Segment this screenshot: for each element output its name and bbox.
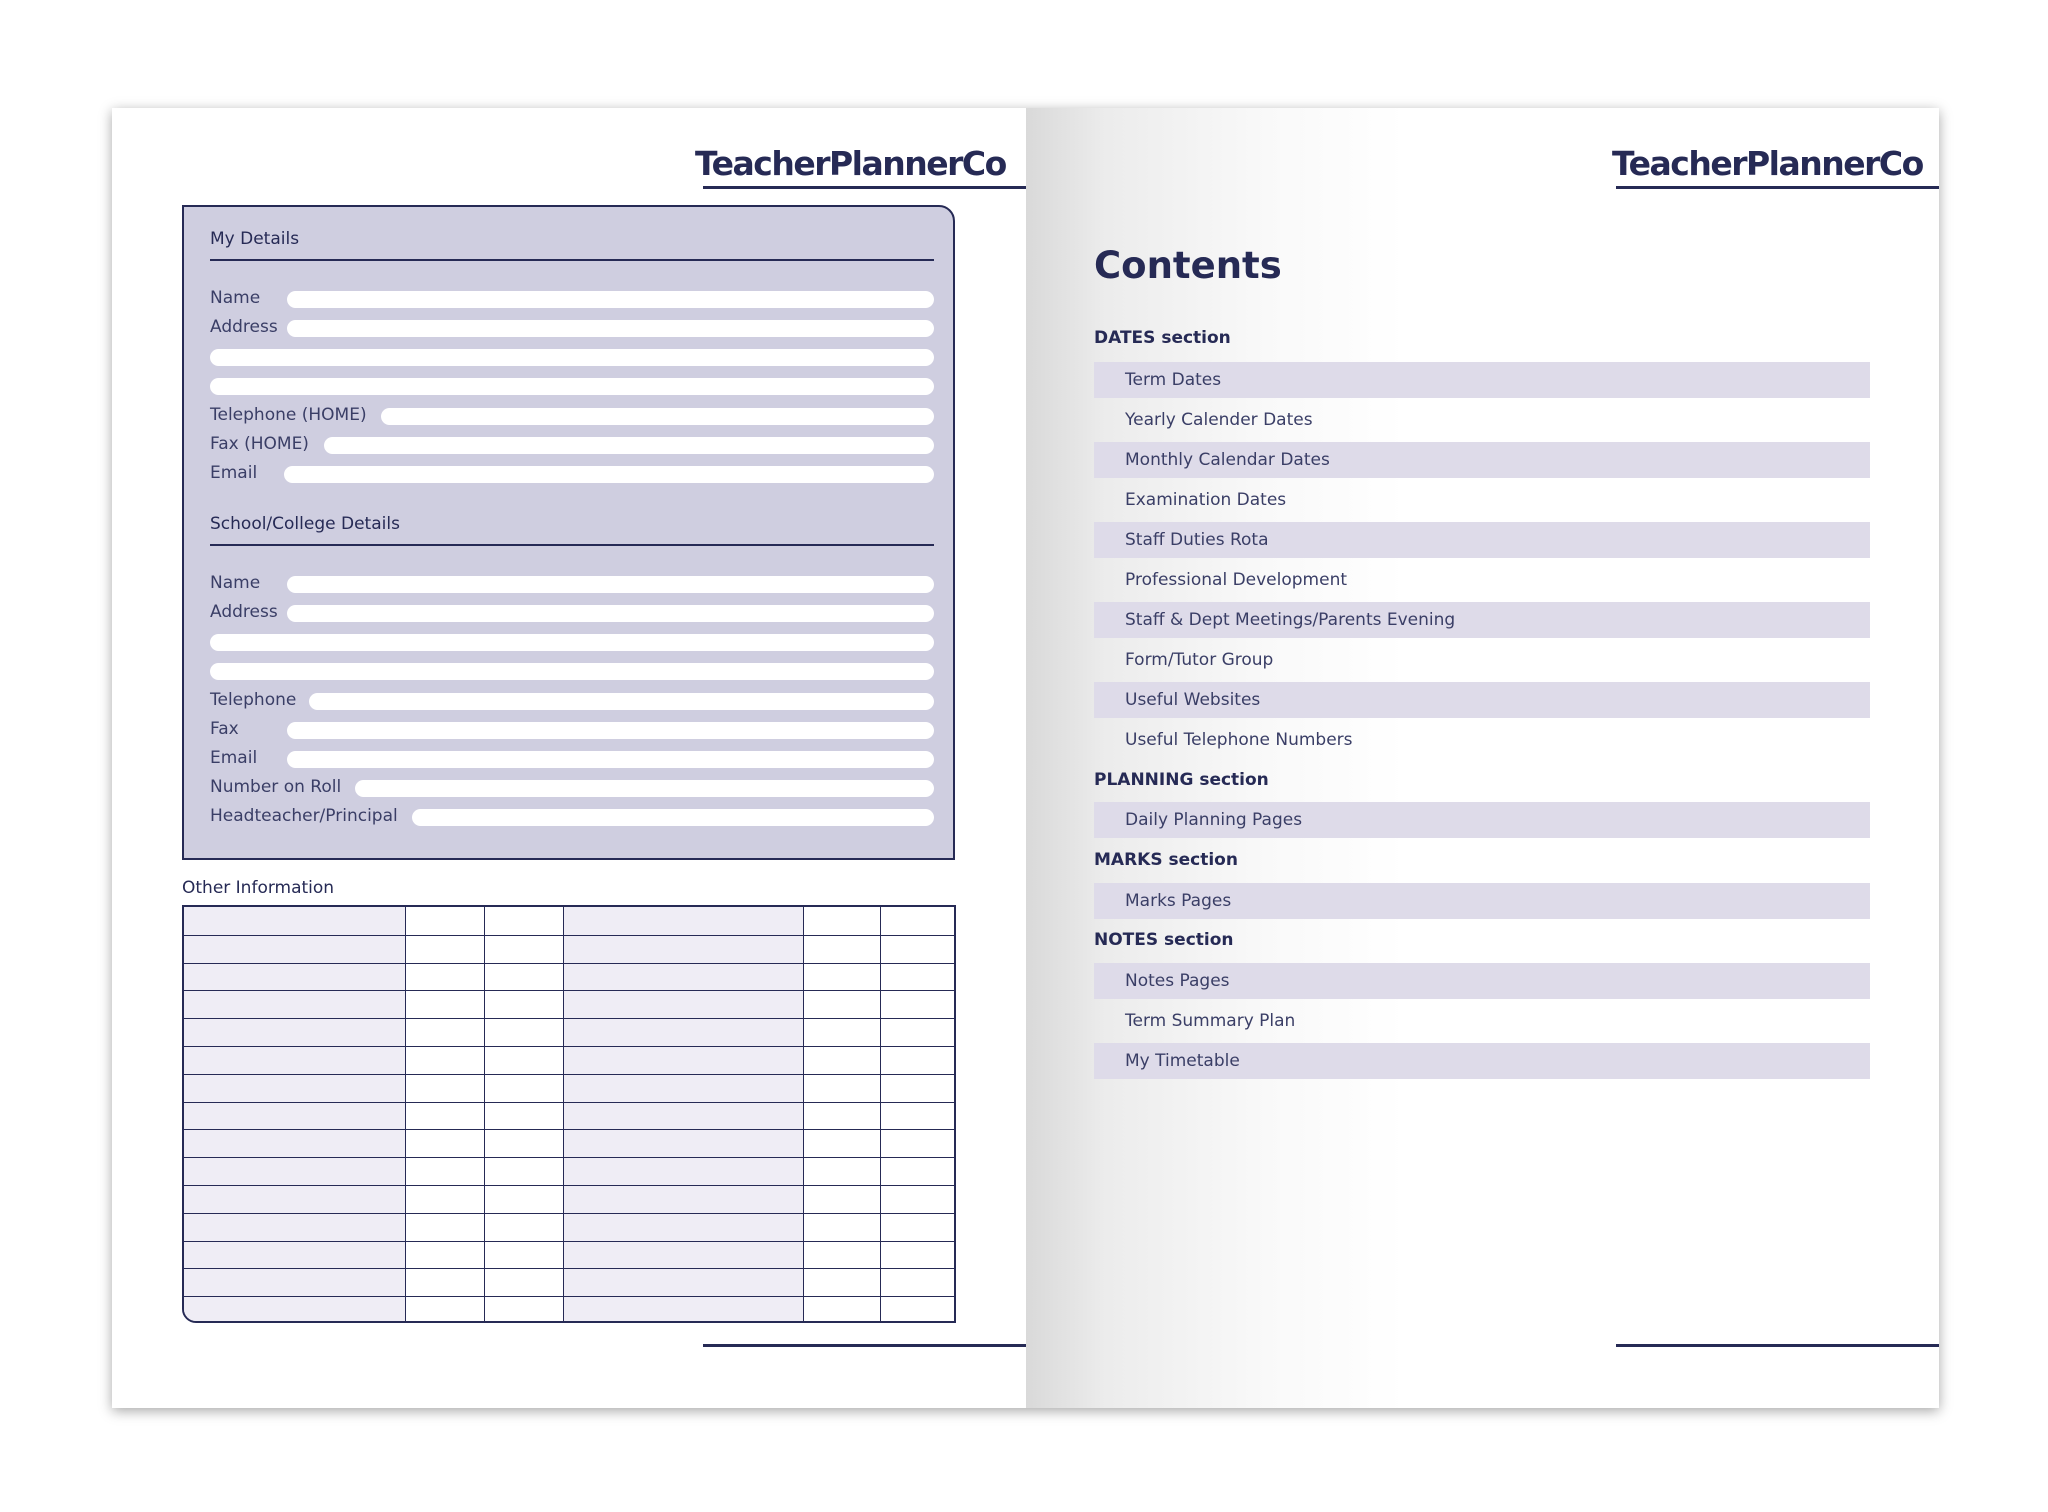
table-column [804, 907, 881, 1321]
table-row-line [184, 1046, 954, 1047]
school-details-rule [210, 544, 934, 546]
contents-item-label: Yearly Calender Dates [1125, 410, 1313, 430]
planning-section-heading: PLANNING section [1094, 770, 1269, 790]
contents-item-label: Monthly Calendar Dates [1125, 450, 1330, 470]
header-rule [1616, 186, 1939, 189]
contents-item[interactable] [1094, 602, 1870, 638]
school-telephone-label: Telephone [210, 690, 297, 710]
table-column [406, 907, 485, 1321]
table-column [881, 907, 956, 1321]
table-row-line [184, 1074, 954, 1075]
school-address-field-line-2[interactable] [210, 634, 934, 651]
contents-item[interactable] [1094, 402, 1870, 438]
contents-item-label: Term Dates [1125, 370, 1222, 390]
fax-home-label: Fax (HOME) [210, 434, 309, 454]
table-row-line [184, 1185, 954, 1186]
brand-logo: TeacherPlannerCo [695, 144, 1006, 183]
my-details-title: My Details [210, 229, 300, 249]
address-field[interactable] [287, 320, 934, 337]
contents-item-label: Daily Planning Pages [1125, 810, 1303, 830]
contents-item[interactable] [1094, 963, 1870, 999]
table-row-line [184, 990, 954, 991]
name-label: Name [210, 288, 261, 308]
contents-item[interactable] [1094, 722, 1870, 758]
address-field-line-3[interactable] [210, 378, 934, 395]
school-address-field[interactable] [287, 605, 934, 622]
contents-item[interactable] [1094, 562, 1870, 598]
email-field[interactable] [284, 466, 934, 483]
contents-item[interactable] [1094, 482, 1870, 518]
table-row-line [184, 1018, 954, 1019]
left-page [112, 108, 1026, 1408]
school-name-field[interactable] [287, 576, 934, 593]
email-label: Email [210, 463, 258, 483]
school-fax-field[interactable] [287, 722, 934, 739]
contents-item-label: My Timetable [1125, 1051, 1240, 1071]
school-address-field-line-3[interactable] [210, 663, 934, 680]
marks-section-heading: MARKS section [1094, 850, 1238, 870]
contents-item-label: Examination Dates [1125, 490, 1287, 510]
contents-item-label: Form/Tutor Group [1125, 650, 1274, 670]
contents-item-label: Notes Pages [1125, 971, 1230, 991]
footer-rule [703, 1344, 1026, 1347]
table-row-line [184, 1129, 954, 1130]
name-field[interactable] [287, 291, 934, 308]
planner-spread [112, 108, 1939, 1408]
contents-item[interactable] [1094, 642, 1870, 678]
other-information-table[interactable] [182, 905, 956, 1323]
headteacher-label: Headteacher/Principal [210, 806, 398, 826]
contents-item[interactable] [1094, 1043, 1870, 1079]
contents-item-label: Useful Websites [1125, 690, 1261, 710]
headteacher-field[interactable] [412, 809, 934, 826]
contents-item-label: Professional Development [1125, 570, 1348, 590]
contents-item[interactable] [1094, 442, 1870, 478]
table-column [184, 907, 406, 1321]
table-row-line [184, 1157, 954, 1158]
header-rule [703, 186, 1026, 189]
table-row-line [184, 963, 954, 964]
contents-item[interactable] [1094, 522, 1870, 558]
contents-item[interactable] [1094, 1003, 1870, 1039]
telephone-home-field[interactable] [381, 408, 934, 425]
my-details-rule [210, 259, 934, 261]
table-row-line [184, 1296, 954, 1297]
contents-item[interactable] [1094, 682, 1870, 718]
contents-item-label: Staff Duties Rota [1125, 530, 1269, 550]
table-row-line [184, 1241, 954, 1242]
fax-home-field[interactable] [324, 437, 934, 454]
school-telephone-field[interactable] [309, 693, 934, 710]
school-email-label: Email [210, 748, 258, 768]
contents-item[interactable] [1094, 802, 1870, 838]
dates-section-heading: DATES section [1094, 328, 1231, 348]
address-label: Address [210, 317, 278, 337]
telephone-home-label: Telephone (HOME) [210, 405, 367, 425]
table-column [485, 907, 564, 1321]
number-on-roll-label: Number on Roll [210, 777, 342, 797]
school-name-label: Name [210, 573, 261, 593]
other-information-title: Other Information [182, 878, 335, 898]
right-page [1026, 108, 1939, 1408]
notes-section-heading: NOTES section [1094, 930, 1234, 950]
table-row-line [184, 1213, 954, 1214]
table-row-line [184, 935, 954, 936]
contents-item-label: Staff & Dept Meetings/Parents Evening [1125, 610, 1456, 630]
table-row-line [184, 1268, 954, 1269]
contents-item-label: Useful Telephone Numbers [1125, 730, 1353, 750]
address-field-line-2[interactable] [210, 349, 934, 366]
school-address-label: Address [210, 602, 278, 622]
school-email-field[interactable] [287, 751, 934, 768]
table-row-line [184, 1102, 954, 1103]
school-details-title: School/College Details [210, 514, 400, 534]
school-fax-label: Fax [210, 719, 239, 739]
footer-rule [1616, 1344, 1939, 1347]
table-column [564, 907, 804, 1321]
number-on-roll-field[interactable] [355, 780, 934, 797]
contents-item-label: Term Summary Plan [1125, 1011, 1296, 1031]
contents-item-label: Marks Pages [1125, 891, 1232, 911]
brand-logo: TeacherPlannerCo [1612, 144, 1923, 183]
contents-item[interactable] [1094, 883, 1870, 919]
contents-title: Contents [1094, 244, 1282, 287]
contents-item[interactable] [1094, 362, 1870, 398]
my-details-box [182, 205, 955, 860]
